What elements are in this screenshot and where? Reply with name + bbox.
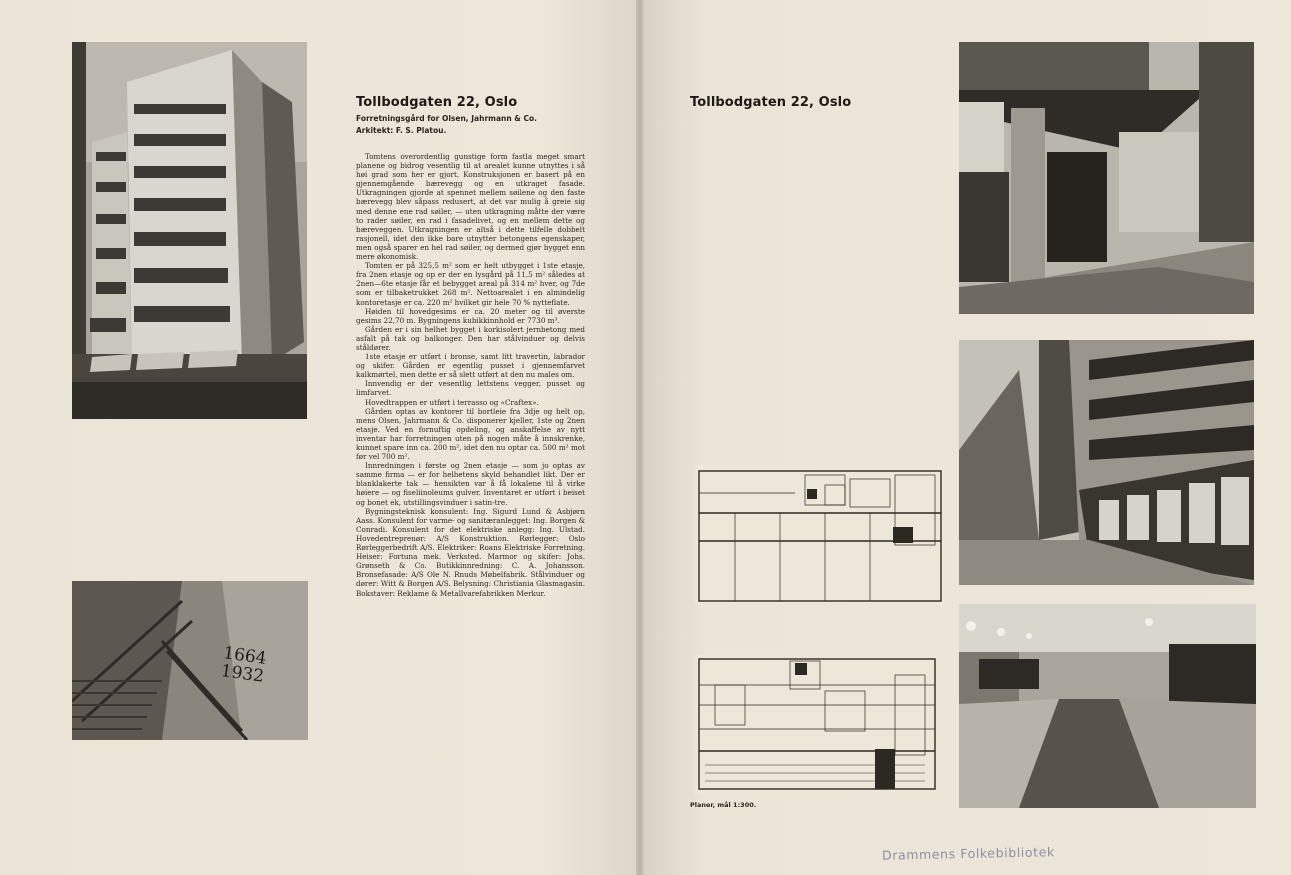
left-page-subtitle: Forretningsgård for Olsen, Jahrmann & Co. xyxy=(356,114,537,123)
stair-inscription: 1664 1932 xyxy=(219,643,268,687)
staircase-photo xyxy=(72,581,308,740)
body-paragraph: Hovedtrappen er utført i terrasso og «Craftex». xyxy=(365,397,539,407)
body-paragraph: Tomten er på 325,5 m² som er helt utbygget i 1ste etasje, fra 2nen etasje og op er der en lysgård på 11,5 m² således at 2nen—6te etasje får et bebygget areal på 314 m² hver, og 7de som er tilbaketrukket 268 m². Nettoarealet i en almindelig kontoretasje er ca. 220 m² hvilket gir hele 70 % nytteflate. xyxy=(356,261,585,307)
body-paragraph: Bygningsteknisk konsulent: Ing. Sigurd Lund & Asbjørn Aass. Konsulent for varme- og sanitæranlegget: Ing. Borgen & Conradi. Konsulent for det elektriske anlegg: Ing. Ulstad. Hovedentreprenør: A/S Konstruktion. Rørlegger: Oslo Rørleggerbedrift A/S. Elektriker: Roans Elektriske Forretning. Heiser: Fortuna mek. Verksted. Marmor og skifer: Johs. Grønseth & Co. Butikkinnredning: C. A. Johansson. Bronsefasade: A/S Ole N. Rnuds Møbelfabrik. Stålvinduer og dører: Witt & Borgen A/S. Belysning: Christiania Glasmagasin. Bokstaver: Reklame & Metallvarefabrikken Merkur. xyxy=(356,506,585,598)
body-paragraph: Innredningen i første og 2nen etasje — som jo optas av samme firma — er for helhetens skyld behandlet likt. Der er blanklakerte tak — hensikten var å få lokalene til å virke høiere — og fiseliinoleums gulver. Inventaret er utført i beiset og bonet ek, utstillingsvinduer i satin-tre. xyxy=(356,461,585,507)
street-facade-photo xyxy=(959,340,1254,585)
book-gutter xyxy=(636,0,644,875)
architect-credit: Arkitekt: F. S. Platou. xyxy=(356,126,447,135)
building-facade-photo xyxy=(72,42,307,419)
body-paragraph: Høiden til hovedgesims er ca. 20 meter og til øverste gesims 22,70 m. Bygningens kubikkinnhold er 7730 m³. xyxy=(356,306,585,325)
body-paragraph: Gården er i sin helhet bygget i korkisolert jernbetong med asfalt på tak og balkonger. Den har stålvinduer og delvis ståldører. xyxy=(356,324,585,352)
body-paragraph: 1ste etasje er utført i bronse, samt litt travertin, labrador og skifer. Gården er egentlig pusset i gjennemfarvet kalkmørtel, men dette er så slett utført at den nu males om. xyxy=(356,352,585,380)
storefront-canopy-photo xyxy=(959,42,1254,314)
body-paragraph: Innvendig er der vesentlig lettstens vegger, pusset og limfarvet. xyxy=(356,379,585,398)
floor-plan-ground xyxy=(695,465,945,605)
library-stamp: Drammens Folkebibliotek xyxy=(881,844,1055,863)
floor-plan-upper xyxy=(695,655,940,795)
plans-caption: Planer, mål 1:300. xyxy=(690,801,757,809)
right-page-title: Tollbodgaten 22, Oslo xyxy=(690,95,852,110)
body-paragraph: Tomtens overordentlig gunstige form fastla meget smart planene og bidrog vesentlig til at arealet kunne utnyttes i så høi grad som her er gjort. Konstruksjonen er basert på en gjennemgående bærevegg og en utkraget fasade. Utkragningen gjorde at spennet mellem søilene og den faste bærevegg blev såpass redusert, at det var mulig å greie sig med denne ene rad søiler, — uten utkragning måtte der være to rader søiler, en rad i fasadelivet, og en mellem dette og bæreveggen. Utkragningen er altså i dette tilfelle dobbelt rasjonell, idet den ikke bare utnytter betongens egenskaper, men også sparer en hel rad søiler, og dermed gjør bygget enn mere økonomisk. xyxy=(356,152,585,262)
left-page-title: Tollbodgaten 22, Oslo xyxy=(356,95,518,110)
shop-interior-photo xyxy=(959,604,1256,808)
body-paragraph: Gården optas av kontorer til bortleie fra 3dje og helt op, mens Olsen, Jahrmann & Co. disponerer kjeller, 1ste og 2nen etasje. Ved en fornuftig opdeling, og anskaffelse av nytt inventar har forretningen uten på nogen måte å innskrenke, kunnet spare inn ca. 200 m², idet den nu optar ca. 500 m² mot før vel 700 m². xyxy=(356,406,585,462)
article-body xyxy=(356,152,585,598)
